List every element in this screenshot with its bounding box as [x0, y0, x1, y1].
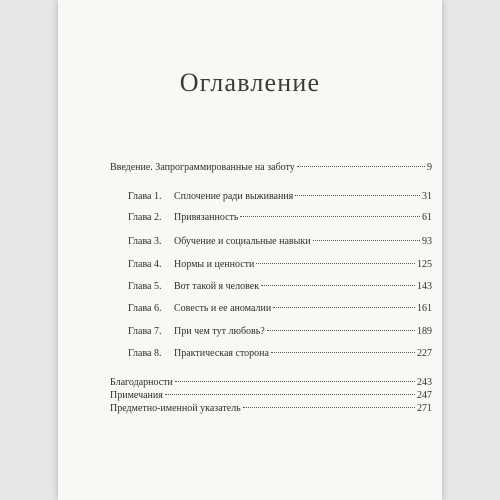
toc-entry-intro	[110, 161, 432, 175]
dot-leader	[165, 394, 415, 395]
toc-page-number: 93	[422, 236, 432, 247]
dot-leader	[295, 195, 420, 196]
toc-entry-chapter-4	[128, 258, 432, 272]
toc-entry-label: Сплочение ради выживания	[174, 191, 294, 202]
toc-page-number: 61	[422, 212, 432, 223]
page-title: Оглавление	[179, 68, 321, 97]
book-page	[58, 0, 442, 500]
chapter-number: Глава 2.	[128, 212, 162, 223]
chapter-number: Глава 5.	[128, 281, 162, 292]
toc-entry-acknowledgements	[110, 376, 432, 390]
toc-entry-label: Примечания	[110, 390, 163, 401]
chapter-number: Глава 1.	[128, 191, 162, 202]
toc-entry-chapter-8	[128, 347, 432, 361]
toc-entry-label: Благодарности	[110, 377, 173, 388]
chapter-number: Глава 6.	[128, 303, 162, 314]
toc-page-number: 9	[427, 162, 432, 173]
toc-page-number: 189	[417, 326, 432, 337]
toc-entry-label: Нормы и ценности	[174, 259, 255, 270]
toc-entry-chapter-5	[128, 280, 432, 294]
toc-entry-chapter-7	[128, 325, 432, 339]
toc-page-number: 161	[417, 303, 432, 314]
toc-entry-label: При чем тут любовь?	[174, 326, 265, 337]
toc-entry-chapter-3	[128, 235, 432, 249]
toc-page-number: 271	[417, 403, 432, 414]
dot-leader	[297, 166, 425, 167]
chapter-number: Глава 8.	[128, 348, 162, 359]
dot-leader	[256, 263, 415, 264]
chapter-number: Глава 4.	[128, 259, 162, 270]
toc-entry-label: Введение. Запрограммированные на заботу	[110, 162, 295, 173]
toc-page-number: 31	[422, 191, 432, 202]
toc-entry-notes	[110, 389, 432, 403]
toc-page-number: 243	[417, 377, 432, 388]
toc-entry-label: Вот такой я человек	[174, 281, 260, 292]
toc-entry-label: Практическая сторона	[174, 348, 269, 359]
dot-leader	[261, 285, 415, 286]
dot-leader	[313, 240, 420, 241]
dot-leader	[240, 216, 420, 217]
dot-leader	[267, 330, 415, 331]
toc-page-number: 227	[417, 348, 432, 359]
toc-entry-label: Обучение и социальные навыки	[174, 236, 311, 247]
toc-page-number: 143	[417, 281, 432, 292]
toc-entry-index	[110, 402, 432, 416]
chapter-number: Глава 3.	[128, 236, 162, 247]
dot-leader	[271, 352, 415, 353]
toc-entry-label: Совесть и ее аномалии	[174, 303, 272, 314]
dot-leader	[273, 307, 415, 308]
toc-entry-chapter-1	[128, 190, 432, 204]
dot-leader	[175, 381, 415, 382]
toc-entry-chapter-6	[128, 302, 432, 316]
toc-entry-label: Привязанность	[174, 212, 239, 223]
chapter-number: Глава 7.	[128, 326, 162, 337]
toc-entry-chapter-2	[128, 211, 432, 225]
dot-leader	[243, 407, 415, 408]
toc-page-number: 125	[417, 259, 432, 270]
toc-entry-label: Предметно-именной указатель	[110, 403, 241, 414]
toc-page-number: 247	[417, 390, 432, 401]
